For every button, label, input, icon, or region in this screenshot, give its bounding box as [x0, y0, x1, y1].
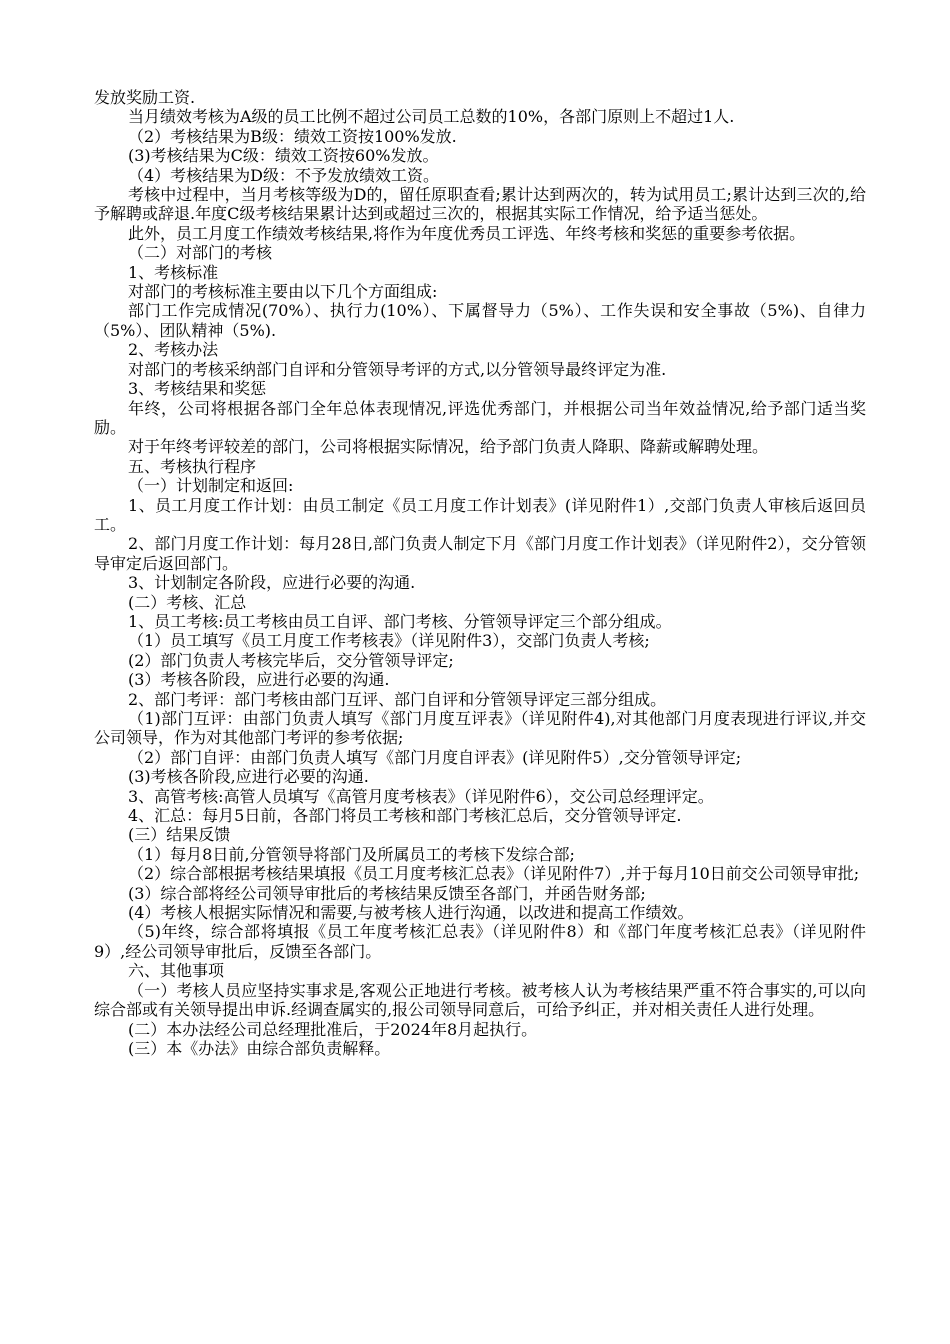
paragraph: （5)年终，综合部将填报《员工年度考核汇总表》（详见附件8）和《部门年度考核汇总表》（详见附件9）,经公司领导审批后，反馈至各部门。 — [94, 922, 866, 961]
paragraph: （4）考核结果为D级：不予发放绩效工资。 — [128, 165, 440, 185]
paragraph: 1、考核标准 — [128, 262, 219, 282]
paragraph: 3、计划制定各阶段，应进行必要的沟通. — [128, 573, 416, 593]
paragraph: (3)考核各阶段,应进行必要的沟通. — [128, 767, 369, 787]
paragraph: 1、员工月度工作计划：由员工制定《员工月度工作计划表》(详见附件1）,交部门负责人审核后返回员工。 — [94, 495, 866, 534]
paragraph: 3、考核结果和奖惩 — [128, 379, 267, 399]
paragraph: (二）本办法经公司总经理批准后，于2024年8月起执行。 — [128, 1019, 538, 1039]
paragraph: （一）考核人员应坚持实事求是,客观公正地进行考核。被考核人认为考核结果严重不符合事实的,可以向综合部或有关领导提出申诉.经调查属实的,报公司领导同意后，可给予纠正，并对相关责任人进行处理。 — [94, 980, 866, 1020]
paragraph: 对部门的考核标准主要由以下几个方面组成: — [128, 282, 438, 302]
paragraph: (3）考核各阶段，应进行必要的沟通. — [128, 670, 390, 690]
paragraph: 发放奖励工资. — [94, 88, 196, 107]
paragraph: （二）对部门的考核 — [128, 243, 273, 263]
paragraph: （2）考核结果为B级：绩效工资按100%发放. — [128, 126, 457, 146]
paragraph: 4、汇总：每月5日前，各部门将员工考核和部门考核汇总后，交分管领导评定. — [128, 806, 682, 826]
paragraph: 年终，公司将根据各部门全年总体表现情况,评选优秀部门，并根据公司当年效益情况,给予部门适当奖励。 — [94, 398, 866, 437]
paragraph: （2）综合部根据考核结果填报《员工月度考核汇总表》（详见附件7）,并于每月10日前交公司领导审批; — [128, 864, 860, 884]
paragraph: (二）考核、汇总 — [128, 592, 247, 612]
paragraph: 此外，员工月度工作绩效考核结果,将作为年度优秀员工评选、年终考核和奖惩的重要参考依据。 — [128, 223, 806, 243]
paragraph: （1)部门互评：由部门负责人填写《部门月度互评表》（详见附件4),对其他部门月度表现进行评议,并交公司领导，作为对其他部门考评的参考依据; — [94, 709, 866, 748]
paragraph: （1）每月8日前,分管领导将部门及所属员工的考核下发综合部; — [128, 844, 575, 864]
paragraph: 当月绩效考核为A级的员工比例不超过公司员工总数的10%，各部门原则上不超过1人. — [128, 107, 735, 127]
paragraph: 考核中过程中，当月考核等级为D的，留任原职查看;累计达到两次的，转为试用员工;累计达到三次的,给予解聘或辞退.年度C级考核结果累计达到或超过三次的，根据其实际工作情况，给予适当惩处。 — [94, 185, 866, 224]
paragraph: 对于年终考评较差的部门，公司将根据实际情况，给予部门负责人降职、降薪或解聘处理。 — [128, 437, 769, 457]
paragraph: （1）员工填写《员工月度工作考核表》（详见附件3），交部门负责人考核; — [128, 631, 650, 651]
paragraph: 3、高管考核:高管人员填写《高管月度考核表》（详见附件6），交公司总经理评定。 — [128, 786, 714, 806]
document-body — [94, 88, 866, 1058]
paragraph: 2、部门考评：部门考核由部门互评、部门自评和分管领导评定三部分组成。 — [128, 689, 667, 709]
paragraph: 对部门的考核采纳部门自评和分管领导考评的方式,以分管领导最终评定为准. — [128, 359, 667, 379]
paragraph: (3)考核结果为C级：绩效工资按60%发放。 — [128, 146, 439, 166]
paragraph: 六、其他事项 — [128, 961, 225, 981]
paragraph: 部门工作完成情况(70%）、执行力(10%）、下属督导力（5%）、工作失误和安全事故（5%)、自律力（5%）、团队精神（5%). — [94, 301, 866, 340]
paragraph: （一）计划制定和返回: — [128, 476, 294, 496]
paragraph: (三）本《办法》由综合部负责解释。 — [128, 1038, 391, 1058]
paragraph: 1、员工考核:员工考核由员工自评、部门考核、分管领导评定三个部分组成。 — [128, 611, 672, 631]
paragraph: (2）部门负责人考核完毕后，交分管领导评定; — [128, 650, 454, 670]
paragraph: 2、部门月度工作计划：每月28日,部门负责人制定下月《部门月度工作计划表》（详见附件2），交分管领导审定后返回部门。 — [94, 534, 866, 573]
paragraph: (4）考核人根据实际情况和需要,与被考核人进行沟通，以改进和提高工作绩效。 — [128, 903, 694, 923]
paragraph: （2）部门自评：由部门负责人填写《部门月度自评表》(详见附件5）,交分管领导评定; — [128, 747, 742, 767]
paragraph: (三）结果反馈 — [128, 825, 231, 845]
paragraph: 2、考核办法 — [128, 340, 219, 360]
paragraph: 五、考核执行程序 — [128, 456, 257, 476]
paragraph: (3）综合部将经公司领导审批后的考核结果反馈至各部门，并函告财务部; — [128, 883, 646, 903]
